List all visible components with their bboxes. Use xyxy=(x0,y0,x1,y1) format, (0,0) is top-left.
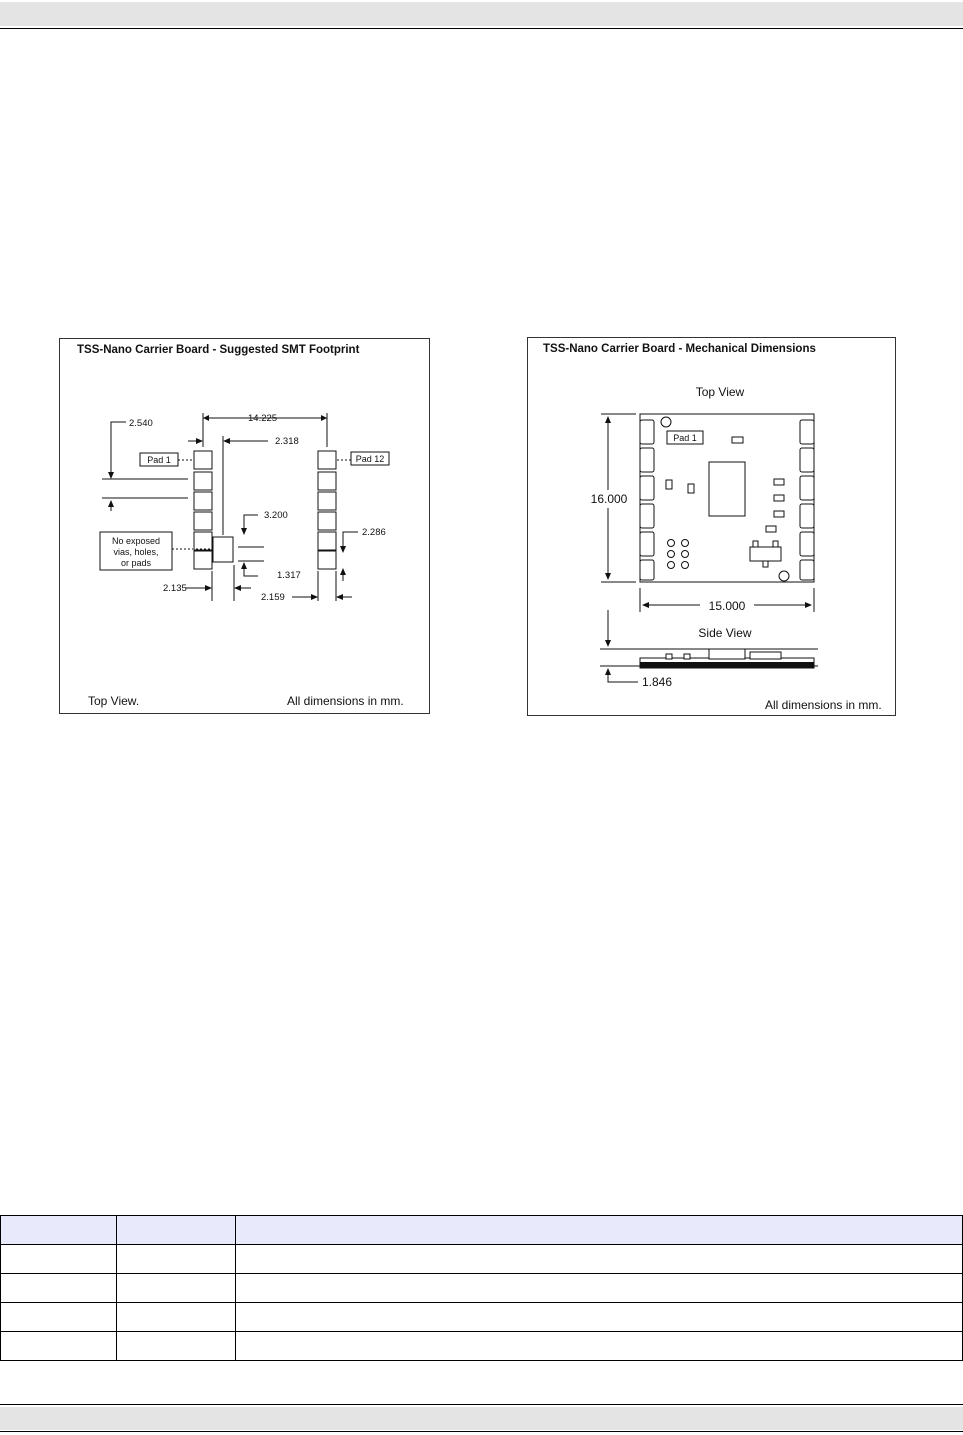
table-cell xyxy=(1,1274,117,1303)
footprint-pad xyxy=(318,472,336,490)
dimension-label: 3.200 xyxy=(264,510,288,521)
footprint-pad xyxy=(194,551,212,569)
thickness-dimension-label: 1.846 xyxy=(642,675,673,689)
dimension-label: 2.135 xyxy=(163,583,187,594)
footprint-units-caption: All dimensions in mm. xyxy=(287,694,404,708)
table-cell xyxy=(1,1303,117,1332)
footprint-pad xyxy=(194,472,212,490)
note-line: vias, holes, xyxy=(113,547,159,557)
footprint-pad xyxy=(194,532,212,550)
smt-footprint-drawing xyxy=(60,339,431,715)
dimension-label: 2.286 xyxy=(362,527,386,538)
footprint-pad xyxy=(318,492,336,510)
smt-footprint-figure xyxy=(59,338,430,714)
footprint-offset-pad xyxy=(213,537,233,562)
page-header-rule xyxy=(0,28,963,29)
table-row xyxy=(1,1332,963,1361)
page-footer-rule-bottom xyxy=(0,1431,963,1432)
table-cell xyxy=(117,1245,236,1274)
mechanical-dimensions-drawing xyxy=(528,338,897,717)
footprint-view-caption: Top View. xyxy=(88,694,140,708)
page-footer-rule-top xyxy=(0,1404,963,1405)
main-chip xyxy=(709,462,745,516)
footprint-pad xyxy=(194,492,212,510)
table-cell xyxy=(1,1332,117,1361)
dimension-label: 2.159 xyxy=(261,592,285,603)
page-header-bar xyxy=(0,2,963,26)
table-header-row xyxy=(1,1216,963,1245)
note-line: or pads xyxy=(120,558,152,568)
table-header-cell xyxy=(236,1216,963,1245)
revision-table xyxy=(0,1215,963,1361)
pad-12-label: Pad 12 xyxy=(355,454,385,464)
table-cell xyxy=(117,1274,236,1303)
width-dimension-label: 15.000 xyxy=(708,599,746,613)
footprint-pad xyxy=(194,512,212,530)
table-row xyxy=(1,1303,963,1332)
height-dimension-label: 16.000 xyxy=(590,492,628,506)
top-view-label: Top View xyxy=(695,385,745,399)
table-cell xyxy=(117,1303,236,1332)
page-footer-bar xyxy=(0,1407,963,1430)
pad-1-label: Pad 1 xyxy=(147,455,171,465)
side-view-label: Side View xyxy=(698,626,752,640)
footprint-pad xyxy=(318,532,336,550)
dimension-label: 2.540 xyxy=(129,418,153,429)
dimension-label: 2.318 xyxy=(275,436,299,447)
table-cell xyxy=(117,1332,236,1361)
table-header-cell xyxy=(117,1216,236,1245)
footprint-pad xyxy=(318,451,336,469)
mechanical-pad-1-label: Pad 1 xyxy=(673,433,697,443)
table-cell xyxy=(236,1303,963,1332)
note-line: No exposed xyxy=(111,536,161,546)
table-row xyxy=(1,1274,963,1303)
footprint-title: TSS-Nano Carrier Board - Suggested SMT Footprint xyxy=(77,344,360,356)
footprint-pad xyxy=(194,451,212,469)
dimension-label: 14.225 xyxy=(248,413,278,424)
table-cell xyxy=(236,1332,963,1361)
table-cell xyxy=(1,1245,117,1274)
mechanical-units-caption: All dimensions in mm. xyxy=(765,698,882,712)
table-cell xyxy=(236,1245,963,1274)
board-outline xyxy=(640,414,814,582)
footprint-pad xyxy=(318,551,336,569)
mechanical-title: TSS-Nano Carrier Board - Mechanical Dimensions xyxy=(543,343,816,355)
dimension-label: 1.317 xyxy=(277,570,301,581)
table-row xyxy=(1,1245,963,1274)
table-cell xyxy=(236,1274,963,1303)
mechanical-dimensions-figure xyxy=(527,337,896,716)
table-header-cell xyxy=(1,1216,117,1245)
footprint-pad xyxy=(318,512,336,530)
